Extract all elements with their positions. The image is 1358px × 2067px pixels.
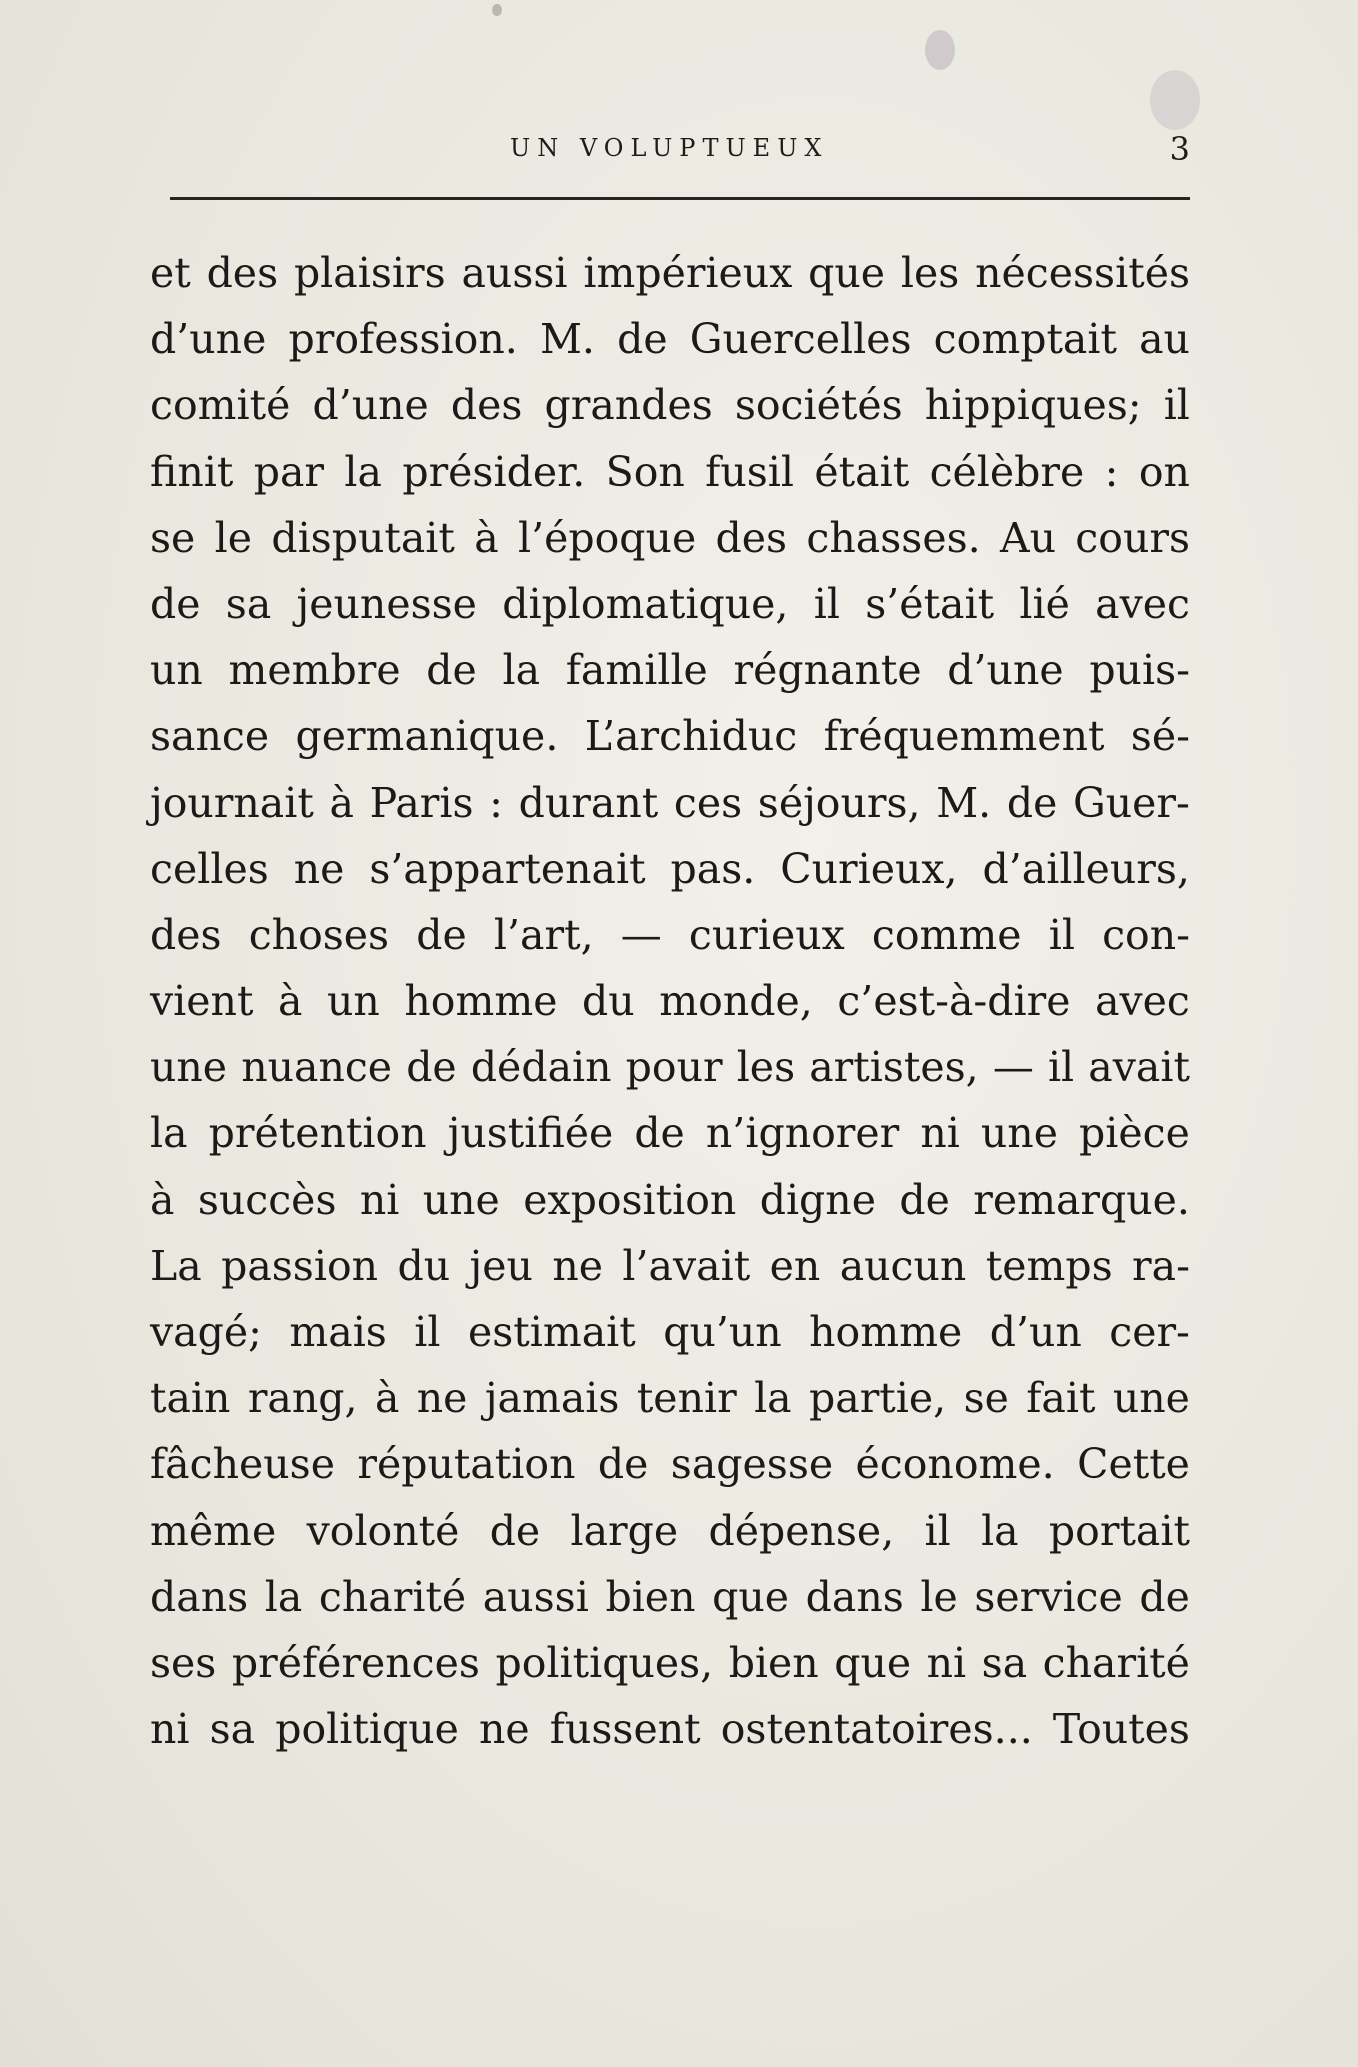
text-line: de sa jeunesse diplomatique, il s’était lié avec xyxy=(150,579,1190,628)
text-line: la prétention justifiée de n’ignorer ni une pièce xyxy=(150,1109,1190,1158)
ink-speck xyxy=(1150,70,1200,130)
text-line: ni sa politique ne fussent ostentatoires... Toutes xyxy=(150,1705,1190,1754)
page-number: 3 xyxy=(1169,130,1190,168)
text-line: tain rang, à ne jamais tenir la partie, se fait une xyxy=(150,1374,1190,1423)
text-line: même volonté de large dépense, il la portait xyxy=(150,1506,1190,1555)
body-text xyxy=(150,240,1190,1762)
text-line: d’une profession. M. de Guercelles comptait au xyxy=(150,315,1190,364)
text-line: comité d’une des grandes sociétés hippiques; il xyxy=(150,381,1190,430)
header-rule xyxy=(170,197,1190,200)
ink-speck xyxy=(925,30,955,70)
text-line: sance germanique. L’archiduc fréquemment sé- xyxy=(150,712,1190,761)
text-line: journait à Paris : durant ces séjours, M. de Guer- xyxy=(150,778,1190,827)
text-line: des choses de l’art, — curieux comme il con- xyxy=(150,910,1190,959)
text-line: se le disputait à l’époque des chasses. Au cours xyxy=(150,513,1190,562)
text-line: vient à un homme du monde, c’est-à-dire avec xyxy=(150,977,1190,1026)
running-title: UN VOLUPTUEUX xyxy=(510,134,829,162)
ink-speck xyxy=(492,4,502,16)
text-line: et des plaisirs aussi impérieux que les nécessités xyxy=(150,249,1190,297)
text-line: celles ne s’appartenait pas. Curieux, d’ailleurs, xyxy=(150,844,1190,893)
text-line: ses préférences politiques, bien que ni sa charité xyxy=(150,1638,1190,1687)
text-line: un membre de la famille régnante d’une puis- xyxy=(150,646,1190,695)
text-line: à succès ni une exposition digne de remarque. xyxy=(150,1175,1190,1224)
text-line: vagé; mais il estimait qu’un homme d’un cer- xyxy=(150,1308,1190,1356)
text-line: une nuance de dédain pour les artistes, — il avait xyxy=(150,1043,1190,1092)
text-line: fâcheuse réputation de sagesse économe. Cette xyxy=(150,1440,1190,1489)
text-line: finit par la présider. Son fusil était célèbre : on xyxy=(150,447,1190,496)
text-line: dans la charité aussi bien que dans le service de xyxy=(150,1572,1190,1621)
running-head xyxy=(170,128,1190,172)
text-line: La passion du jeu ne l’avait en aucun temps ra- xyxy=(150,1241,1190,1290)
